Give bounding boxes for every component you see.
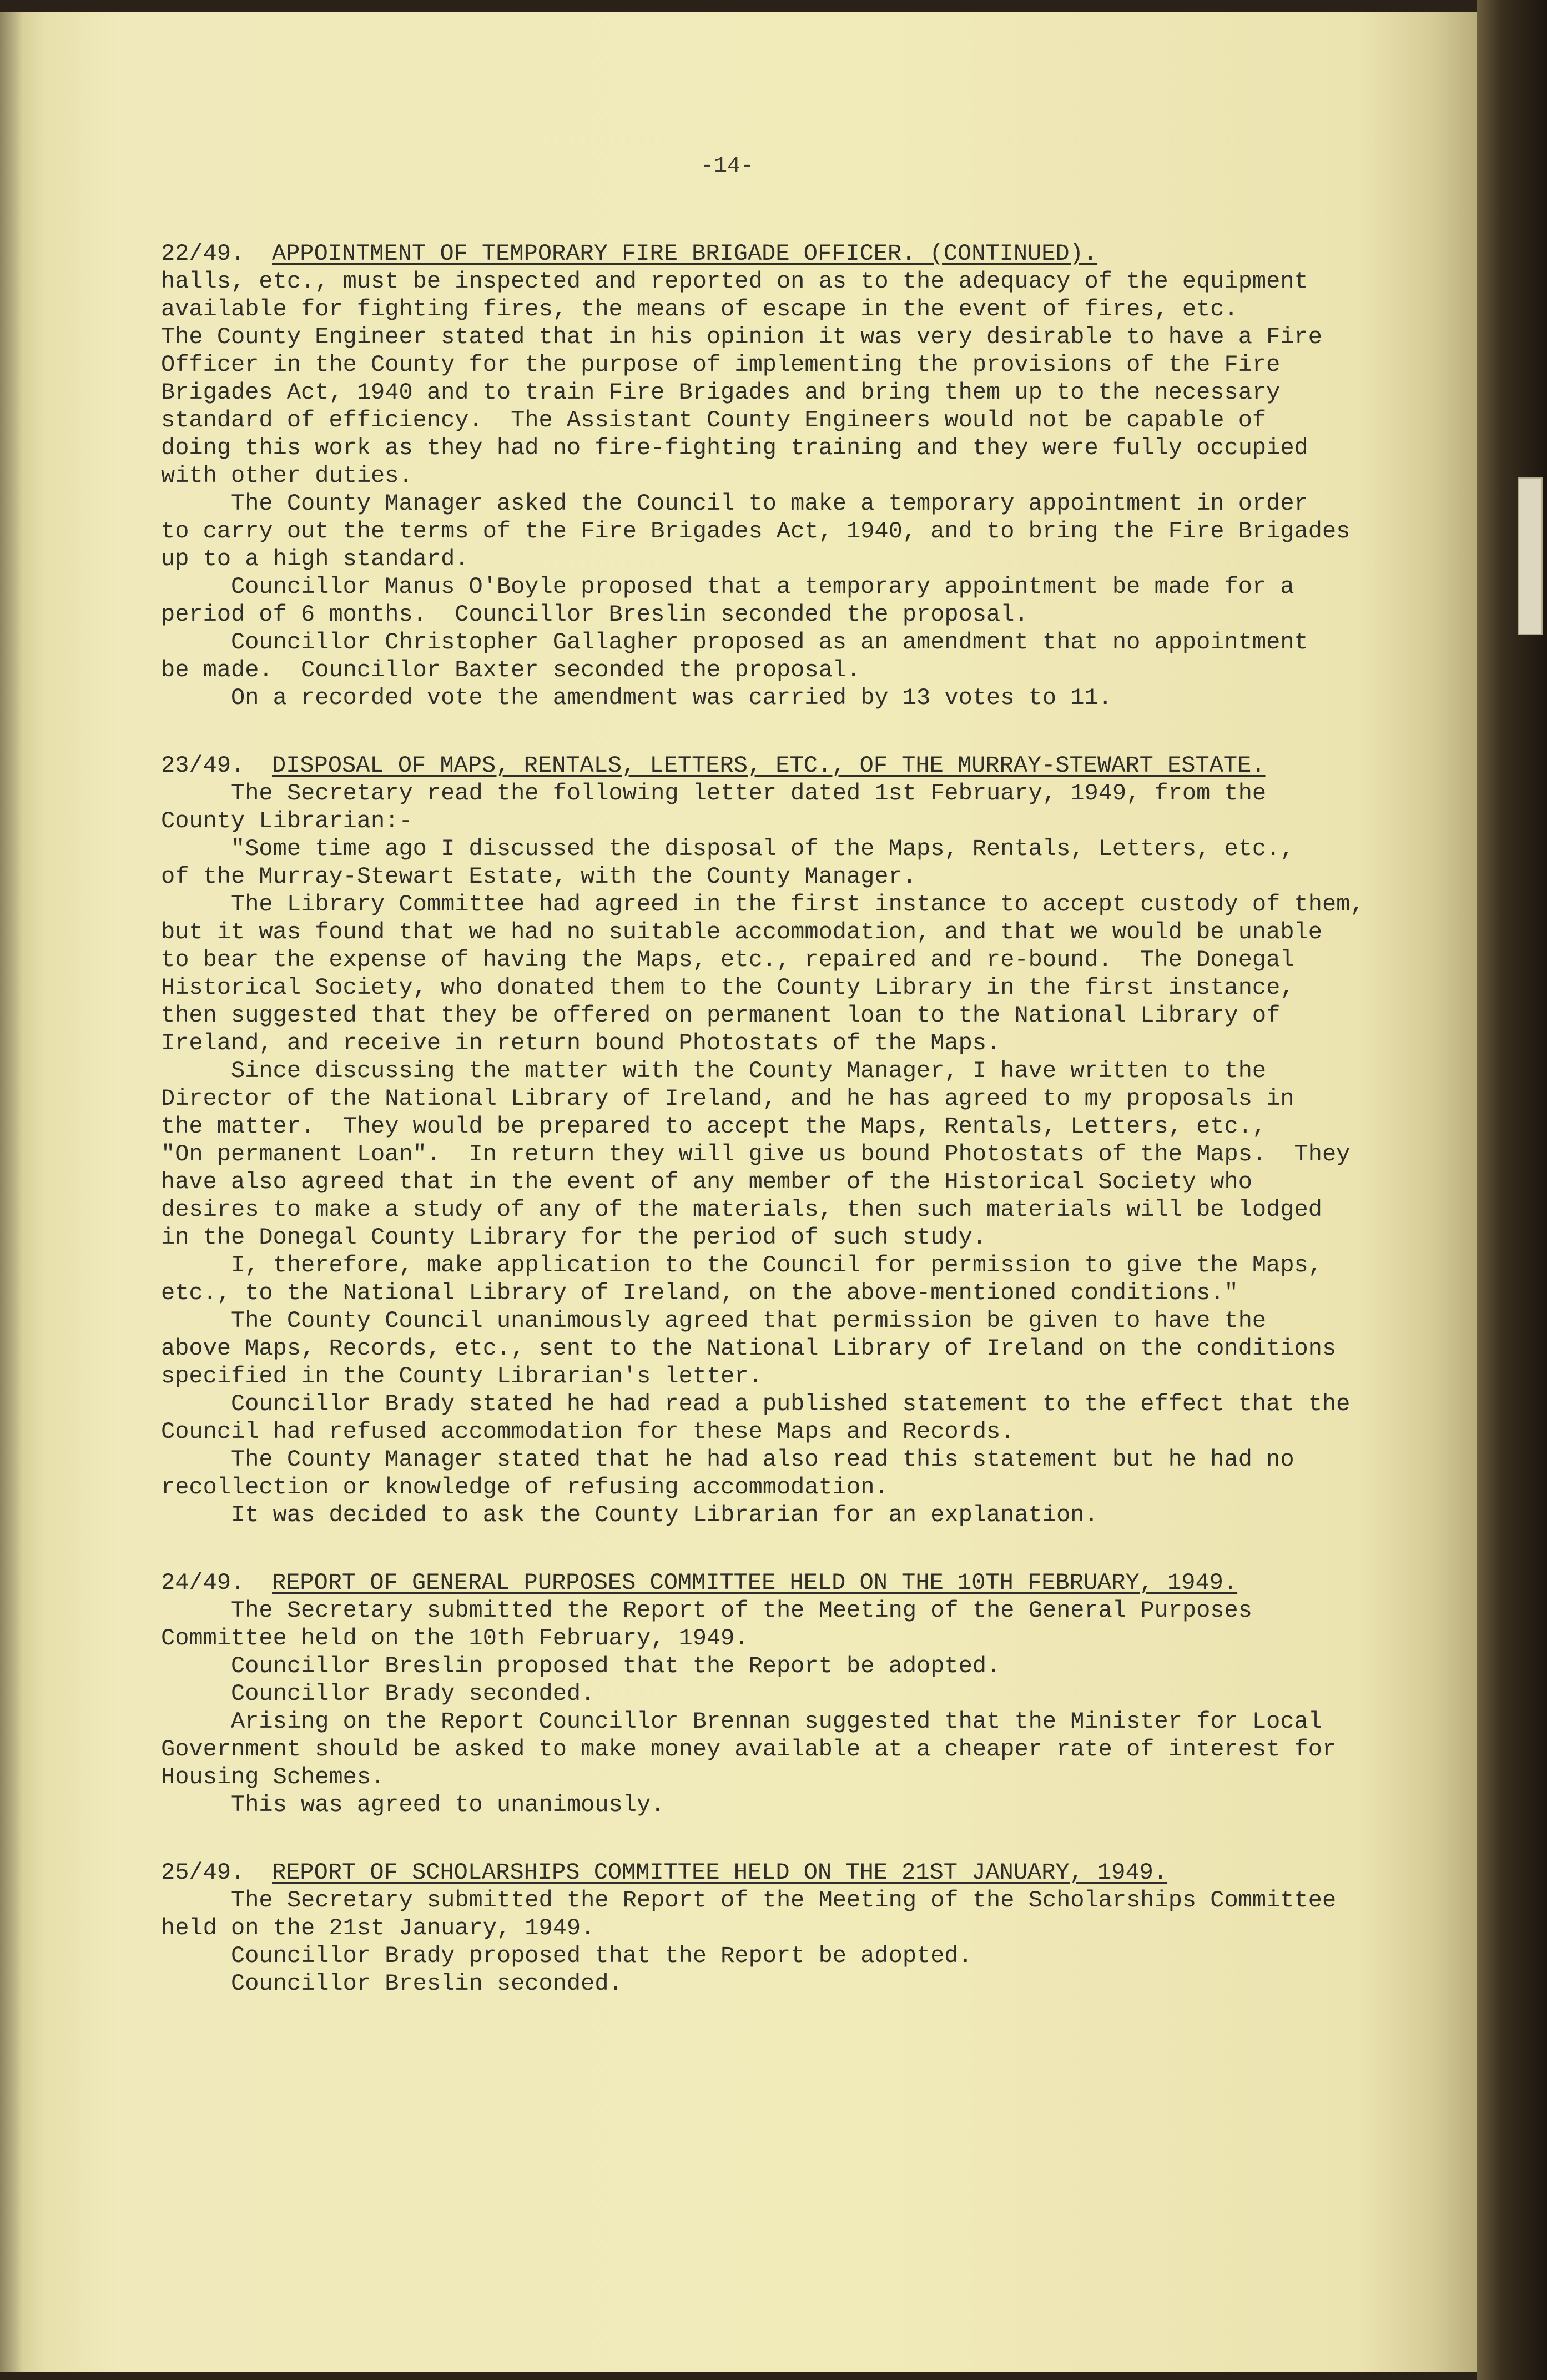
page-tab: [1518, 477, 1543, 635]
text-line: The County Engineer stated that in his opinion it was very desirable to have a Fire: [161, 324, 1322, 350]
text-line: the matter. They would be prepared to accept the Maps, Rentals, Letters, etc.,: [161, 1113, 1267, 1140]
minute-section: [161, 240, 1354, 712]
text-line: Committee held on the 10th February, 1949.: [161, 1625, 749, 1652]
text-line: Arising on the Report Councillor Brennan suggested that the Minister for Local: [161, 1708, 1322, 1735]
section-heading: [161, 240, 1354, 268]
text-line: Officer in the County for the purpose of implementing the provisions of the Fire: [161, 351, 1281, 378]
text-line: available for fighting fires, the means of escape in the event of fires, etc.: [161, 296, 1238, 323]
text-line: desires to make a study of any of the materials, then such materials will be lodged: [161, 1196, 1322, 1223]
text-line: Councillor Breslin proposed that the Report be adopted.: [161, 1653, 1001, 1679]
section-title: REPORT OF GENERAL PURPOSES COMMITTEE HELD ON THE 10TH FEBRUARY, 1949.: [272, 1569, 1238, 1596]
text-line: have also agreed that in the event of any member of the Historical Society who: [161, 1169, 1252, 1195]
text-line: period of 6 months. Councillor Breslin seconded the proposal.: [161, 601, 1029, 628]
section-number: 24/49.: [161, 1569, 245, 1596]
text-line: specified in the County Librarian's letter.: [161, 1363, 763, 1390]
text-line: with other duties.: [161, 462, 413, 489]
text-line: Government should be asked to make money available at a cheaper rate of interest for: [161, 1736, 1337, 1763]
section-title: APPOINTMENT OF TEMPORARY FIRE BRIGADE OFFICER. (CONTINUED).: [272, 240, 1098, 267]
text-line: The Secretary submitted the Report of the Meeting of the General Purposes: [161, 1597, 1252, 1624]
text-line: up to a high standard.: [161, 546, 469, 572]
text-line: The County Manager stated that he had also read this statement but he had no: [161, 1446, 1294, 1473]
text-line: Councillor Brady stated he had read a published statement to the effect that the: [161, 1391, 1351, 1417]
document-page: [0, 12, 1477, 2372]
text-line: standard of efficiency. The Assistant County Engineers would not be capable of: [161, 407, 1267, 434]
text-line: Councillor Brady seconded.: [161, 1680, 595, 1707]
text-line: "Some time ago I discussed the disposal of the Maps, Rentals, Letters, etc.,: [161, 836, 1294, 862]
minute-section: [161, 752, 1364, 1529]
section-title: REPORT OF SCHOLARSHIPS COMMITTEE HELD ON THE 21ST JANUARY, 1949.: [272, 1859, 1168, 1886]
text-line: The County Manager asked the Council to make a temporary appointment in order: [161, 490, 1308, 517]
minute-section: [161, 1569, 1354, 1819]
text-line: County Librarian:-: [161, 808, 413, 834]
text-line: but it was found that we had no suitable accommodation, and that we would be unable: [161, 919, 1322, 945]
text-line: Councillor Christopher Gallagher proposed as an amendment that no appointment: [161, 629, 1308, 656]
text-line: Historical Society, who donated them to the County Library in the first instance,: [161, 974, 1294, 1001]
text-line: Since discussing the matter with the County Manager, I have written to the: [161, 1058, 1267, 1084]
text-line: The County Council unanimously agreed that permission be given to have the: [161, 1307, 1267, 1334]
text-line: It was decided to ask the County Librarian for an explanation.: [161, 1502, 1098, 1528]
section-number: 23/49.: [161, 752, 245, 779]
book-edge: [1477, 0, 1547, 2380]
text-line: The Secretary submitted the Report of the Meeting of the Scholarships Committee: [161, 1887, 1337, 1914]
text-line: doing this work as they had no fire-fighting training and they were fully occupied: [161, 435, 1308, 461]
text-line: The Library Committee had agreed in the first instance to accept custody of them,: [161, 891, 1364, 918]
text-line: be made. Councillor Baxter seconded the proposal.: [161, 657, 861, 683]
text-line: recollection or knowledge of refusing accommodation.: [161, 1474, 889, 1501]
text-line: of the Murray-Stewart Estate, with the County Manager.: [161, 863, 917, 890]
page-number: -14-: [700, 154, 754, 179]
text-line: I, therefore, make application to the Council for permission to give the Maps,: [161, 1252, 1322, 1279]
section-number: 22/49.: [161, 240, 245, 267]
section-gap: [161, 712, 1354, 752]
text-line: above Maps, Records, etc., sent to the National Library of Ireland on the conditions: [161, 1335, 1337, 1362]
text-line: held on the 21st January, 1949.: [161, 1915, 595, 1941]
text-line: The Secretary read the following letter dated 1st February, 1949, from the: [161, 780, 1267, 807]
section-title: DISPOSAL OF MAPS, RENTALS, LETTERS, ETC., OF THE MURRAY-STEWART ESTATE.: [272, 752, 1266, 779]
text-line: Councillor Manus O'Boyle proposed that a temporary appointment be made for a: [161, 573, 1294, 600]
text-line: Councillor Brady proposed that the Report be adopted.: [161, 1943, 972, 1969]
section-heading: [161, 752, 1354, 779]
text-line: in the Donegal County Library for the period of such study.: [161, 1224, 987, 1251]
text-line: Ireland, and receive in return bound Photostats of the Maps.: [161, 1030, 1001, 1056]
minute-section: [161, 1859, 1354, 1997]
text-line: On a recorded vote the amendment was carried by 13 votes to 11.: [161, 685, 1112, 711]
text-line: Housing Schemes.: [161, 1764, 385, 1790]
minutes-body: [161, 240, 1364, 1997]
text-line: Councillor Breslin seconded.: [161, 1970, 623, 1997]
text-line: etc., to the National Library of Ireland, on the above-mentioned conditions.": [161, 1280, 1238, 1306]
section-gap: [161, 1529, 1354, 1569]
text-line: Brigades Act, 1940 and to train Fire Brigades and bring them up to the necessary: [161, 379, 1281, 406]
section-heading: [161, 1859, 1354, 1886]
text-line: to bear the expense of having the Maps, etc., repaired and re-bound. The Donegal: [161, 947, 1294, 973]
text-line: This was agreed to unanimously.: [161, 1792, 665, 1818]
text-line: to carry out the terms of the Fire Brigades Act, 1940, and to bring the Fire Brigades: [161, 518, 1351, 545]
section-number: 25/49.: [161, 1859, 245, 1886]
text-line: Director of the National Library of Ireland, and he has agreed to my proposals in: [161, 1085, 1294, 1112]
page-binding-shadow: [0, 12, 22, 2372]
text-line: Council had refused accommodation for these Maps and Records.: [161, 1418, 1015, 1445]
text-line: halls, etc., must be inspected and reported on as to the adequacy of the equipment: [161, 268, 1308, 295]
text-line: "On permanent Loan". In return they will give us bound Photostats of the Maps. They: [161, 1141, 1351, 1168]
section-gap: [161, 1819, 1354, 1859]
section-heading: [161, 1569, 1354, 1597]
text-line: then suggested that they be offered on permanent loan to the National Library of: [161, 1002, 1281, 1029]
